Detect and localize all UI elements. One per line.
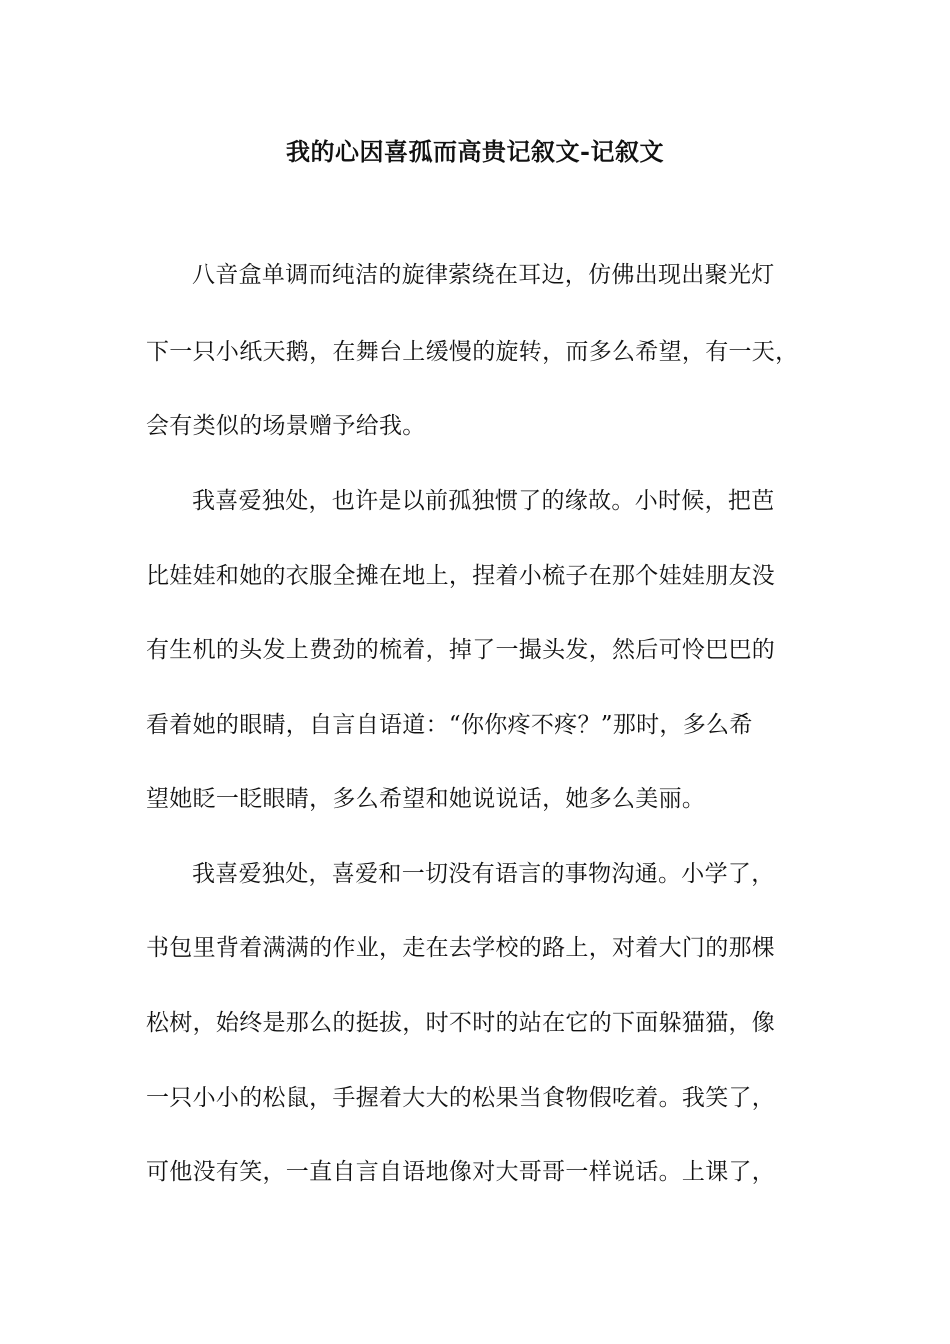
paragraph-line: 松树，始终是那么的挺拔，时不时的站在它的下面躲猫猫，像 — [146, 1010, 776, 1036]
paragraph-line: 会有类似的场景赠予给我。 — [146, 413, 426, 439]
paragraph-line: 书包里背着满满的作业，走在去学校的路上，对着大门的那棵 — [146, 935, 776, 961]
paragraph-line: 看着她的眼睛，自言自语道：“你你疼不疼？”那时，多么希 — [146, 712, 753, 738]
paragraph-line: 可他没有笑，一直自言自语地像对大哥哥一样说话。上课了， — [146, 1159, 776, 1185]
paragraph-line: 我喜爱独处，也许是以前孤独惯了的缘故。小时候，把芭 — [192, 488, 775, 514]
paragraph-line: 我喜爱独处，喜爱和一切没有语言的事物沟通。小学了， — [192, 861, 775, 887]
paragraph-line: 八音盒单调而纯洁的旋律萦绕在耳边，仿佛出现出聚光灯 — [192, 262, 775, 288]
paragraph-line: 有生机的头发上费劲的梳着，掉了一撮头发，然后可怜巴巴的 — [146, 637, 776, 663]
paragraph-line: 望她眨一眨眼睛，多么希望和她说说话，她多么美丽。 — [146, 786, 706, 812]
document-title: 我的心因喜孤而高贵记叙文-记叙文 — [286, 137, 664, 166]
paragraph-line: 一只小小的松鼠，手握着大大的松果当食物假吃着。我笑了， — [146, 1085, 776, 1111]
paragraph-line: 比娃娃和她的衣服全摊在地上，捏着小梳子在那个娃娃朋友没 — [146, 563, 776, 589]
paragraph-line: 下一只小纸天鹅，在舞台上缓慢的旋转，而多么希望，有一天， — [146, 339, 799, 365]
